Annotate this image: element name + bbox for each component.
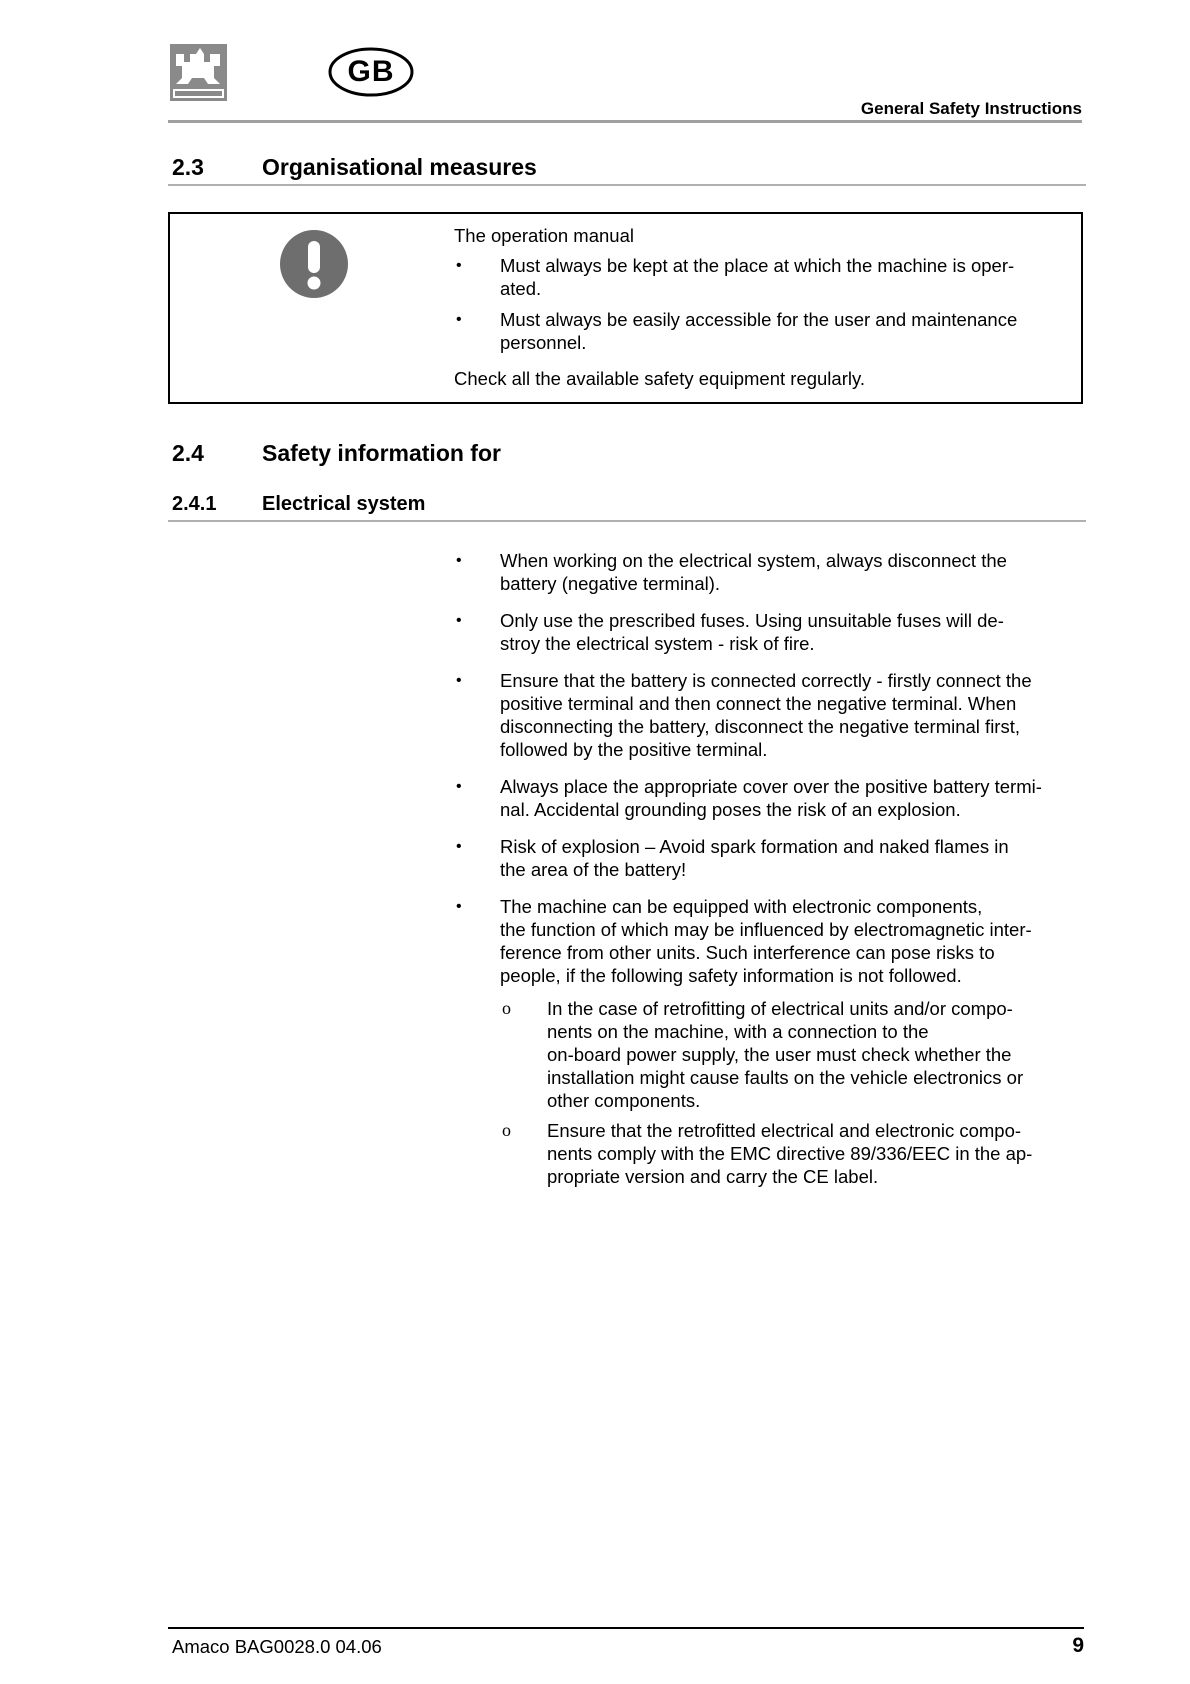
header-divider — [168, 120, 1082, 123]
footer-divider — [168, 1627, 1084, 1629]
section-2-4-1-divider — [168, 520, 1086, 522]
sub-bullet-1-line-4: installation might cause faults on the vehicle electronics or — [547, 1067, 1024, 1088]
sub-bullet-2-line-2: nents comply with the EMC directive 89/336/EEC in the ap- — [547, 1143, 1033, 1164]
bullet-icon: • — [456, 838, 462, 855]
sub-bullet-1-line-3: on-board power supply, the user must check whether the — [547, 1044, 1012, 1065]
electrical-bullet-6-line-2: the function of which may be influenced by electromagnetic inter- — [500, 919, 1032, 940]
sub-bullet-1-line-2: nents on the machine, with a connection to the — [547, 1021, 929, 1042]
electrical-bullet-1-line-2: battery (negative terminal). — [500, 573, 721, 594]
notice-bullet-1-line-2: ated. — [500, 278, 542, 299]
electrical-bullet-6-line-1: The machine can be equipped with electronic components, — [500, 896, 983, 917]
section-2-4-1-number: 2.4.1 — [172, 493, 217, 515]
section-2-4-number: 2.4 — [172, 440, 204, 466]
notice-closing: Check all the available safety equipment regularly. — [454, 368, 865, 389]
electrical-bullet-2-line-1: Only use the prescribed fuses. Using unsuitable fuses will de- — [500, 610, 1004, 631]
electrical-bullet-6-line-4: people, if the following safety information is not followed. — [500, 965, 962, 986]
electrical-bullet-1-line-1: When working on the electrical system, always disconnect the — [500, 550, 1007, 571]
sub-bullet-1-line-1: In the case of retrofitting of electrical units and/or compo- — [547, 998, 1013, 1019]
bullet-icon: • — [456, 778, 462, 795]
notice-bullet-2-line-2: personnel. — [500, 332, 587, 353]
sub-bullet-2-line-3: propriate version and carry the CE label. — [547, 1166, 879, 1187]
page-number: 9 — [1072, 1634, 1084, 1657]
bullet-icon: • — [456, 257, 462, 274]
electrical-bullet-4-line-1: Always place the appropriate cover over the positive battery termi- — [500, 776, 1042, 797]
sub-bullet-2-line-1: Ensure that the retrofitted electrical and electronic compo- — [547, 1120, 1022, 1141]
electrical-bullet-3-line-3: disconnecting the battery, disconnect the negative terminal first, — [500, 716, 1020, 737]
bullet-icon: • — [456, 672, 462, 689]
exclamation-icon — [279, 229, 349, 299]
country-code: GB — [347, 55, 395, 88]
header-section-title: General Safety Instructions — [860, 99, 1082, 118]
notice-intro: The operation manual — [454, 225, 634, 246]
bullet-icon: • — [456, 898, 462, 915]
section-2-3-number: 2.3 — [172, 154, 204, 180]
notice-bullet-2-line-1: Must always be easily accessible for the user and maintenance — [500, 309, 1018, 330]
section-2-4-title: Safety information for — [262, 440, 501, 466]
amazone-logo — [170, 44, 227, 101]
sub-bullet-icon: ο — [502, 998, 511, 1018]
section-2-3-title: Organisational measures — [262, 154, 537, 180]
bullet-icon: • — [456, 552, 462, 569]
notice-bullet-1-line-1: Must always be kept at the place at which the machine is oper- — [500, 255, 1015, 276]
electrical-bullet-3-line-2: positive terminal and then connect the negative terminal. When — [500, 693, 1017, 714]
electrical-bullet-2-line-2: stroy the electrical system - risk of fire. — [500, 633, 815, 654]
sub-bullet-icon: ο — [502, 1120, 511, 1140]
electrical-bullet-4-line-2: nal. Accidental grounding poses the risk of an explosion. — [500, 799, 961, 820]
electrical-bullet-6-line-3: ference from other units. Such interference can pose risks to — [500, 942, 995, 963]
electrical-bullet-5-line-1: Risk of explosion – Avoid spark formation and naked flames in — [500, 836, 1009, 857]
electrical-bullet-3-line-1: Ensure that the battery is connected correctly - firstly connect the — [500, 670, 1032, 691]
section-2-3-divider — [168, 184, 1086, 186]
section-2-4-1-title: Electrical system — [262, 493, 426, 515]
bullet-icon: • — [456, 612, 462, 629]
document-reference: Amaco BAG0028.0 04.06 — [172, 1636, 382, 1657]
electrical-bullet-3-line-4: followed by the positive terminal. — [500, 739, 768, 760]
sub-bullet-1-line-5: other components. — [547, 1090, 701, 1111]
electrical-bullet-5-line-2: the area of the battery! — [500, 859, 687, 880]
bullet-icon: • — [456, 311, 462, 328]
